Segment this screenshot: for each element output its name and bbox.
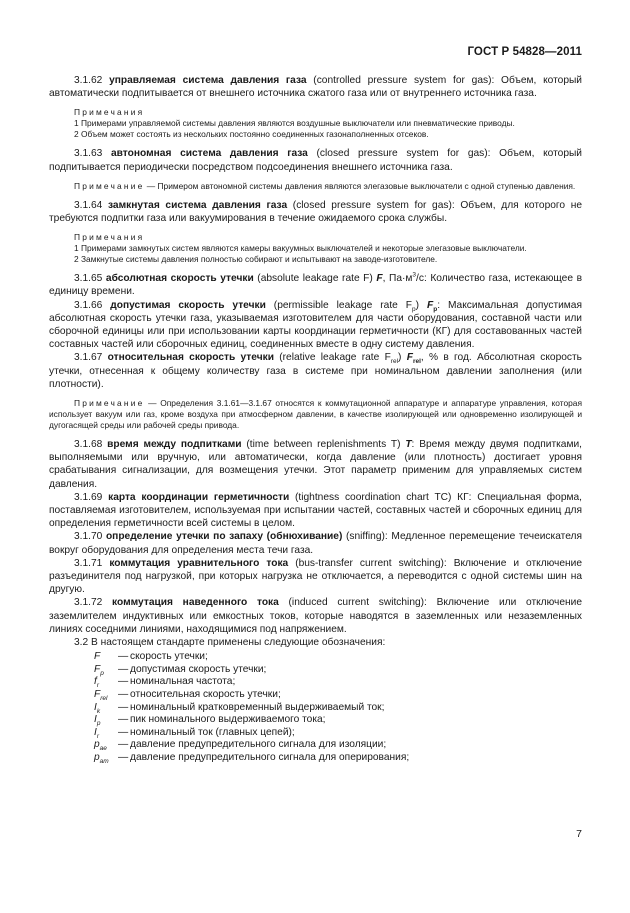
symbol-row [49, 726, 582, 739]
symbol-dash: — [118, 651, 129, 663]
notes-block-1 [49, 107, 582, 140]
term: замкнутая система давления газа [107, 199, 288, 211]
symbol-notation: F [94, 651, 101, 663]
symbol-dash: — [118, 714, 129, 726]
definition-3-1-66: 3.1.66 допустимая скорость утечки (permissible leakage rate $F_p$) $F_p$: Максимальная допустимая абсолютная скорость утечки газа, указываемая изготовителем для части оборудования, составной части или сборочной единицы или при использовании карты координации герметичности (КГ) для составованных частей составных частей или сборочных единиц, соединенных вместе в одну систему давления. [49, 299, 582, 351]
symbol-notation: $p_{ae}$ [94, 739, 107, 753]
symbol-row [49, 663, 582, 676]
symbol-notation: $F_{rel}$ [94, 689, 108, 703]
symbol-notation: $f_r$ [94, 676, 100, 690]
term: определение утечки по запаху (обнюхивание) [105, 531, 343, 543]
symbols-intro: 3.2 В настоящем стандарте применены следующие обозначения: [74, 637, 386, 649]
note-item: 1 Примерами замкнутых систем являются камеры вакуумных выключателей и некоторые элегазовые выключатели. [74, 243, 527, 254]
term: допустимая скорость утечки [110, 299, 266, 311]
definition-3-1-65: 3.1.65 абсолютная скорость утечки (absolute leakage rate F) F, $Па\cdot м^3/с$: Количество газа, истекающее в единицу времени. [49, 271, 583, 298]
symbol-row [49, 688, 582, 701]
symbol-row [49, 675, 582, 688]
note-item: 2 Замкнутые системы давления полностью собирают и испытывают на заводе-изготовителе. [74, 254, 438, 265]
note-block-2: Примечание — Примером автономной системы давления являются элегазовые выключатели с одной ступенью давления. [74, 180, 576, 191]
symbol-description: скорость утечки; [130, 651, 208, 663]
symbol-description: допустимая скорость утечки; [130, 663, 267, 675]
term: карта координации герметичности [108, 491, 290, 503]
page-header: ГОСТ Р 54828—2011 [467, 46, 582, 58]
definition-3-1-63: 3.1.63 автономная система давления газа (closed pressure system for gas): Объем, который подпитывается периодически посредством подсоединения внешнего источника газа. [49, 148, 583, 173]
symbol-notation: $F_p$ [94, 663, 104, 677]
symbol-row [49, 751, 582, 764]
symbol-description: пик номинального выдерживаемого тока; [130, 714, 326, 726]
symbol: F [406, 352, 413, 364]
definition-3-1-70: 3.1.70 определение утечки по запаху (обнюхивание) (sniffing): Медленное перемещение течеискателя вокруг оборудования для определения места течи газа. [49, 531, 582, 556]
symbol-dash: — [118, 663, 129, 675]
symbol-notation: $p_{am}$ [94, 752, 109, 766]
symbol-dash: — [118, 752, 129, 764]
symbol-row [49, 738, 582, 751]
term: время между подпитками [107, 439, 242, 451]
symbol-row [49, 650, 582, 663]
term: коммутация наведенного тока [112, 597, 279, 609]
term: управляемая система давления газа [109, 75, 307, 86]
symbol: F [426, 299, 434, 311]
symbol-description: относительная скорость утечки; [130, 689, 281, 701]
symbol-description: давление предупредительного сигнала для изоляции; [130, 739, 387, 751]
page-number: 7 [576, 828, 582, 840]
symbols-list [49, 650, 582, 766]
symbol-row [49, 701, 582, 714]
term: коммутация уравнительного тока [109, 557, 289, 569]
definition-3-1-64: 3.1.64 замкнутая система давления газа (closed pressure system for gas): Объем, для которого не требуются подпитки газа или вакуумирования в течение ожидаемого срока службы. [49, 199, 582, 225]
symbol-description: номинальный ток (главных цепей); [130, 726, 295, 738]
symbol-dash: — [118, 676, 129, 688]
symbol: F [376, 273, 383, 285]
definition-3-1-67: 3.1.67 относительная скорость утечки (relative leakage rate $F_{rel}$) $F_{rel}$, % в год. Абсолютная скорость утечки, отнесенная к общему количеству газа в системе при номинальном давлении заполнения (или плотности). [49, 352, 582, 390]
definition-3-1-62: 3.1.62 управляемая система давления газа (controlled pressure system for gas): Объем, который автоматически подпитывается от внешнего источника сжатого газа или от внутреннего источника газа. [49, 75, 582, 100]
note-item: 2 Объем может состоять из нескольких постоянно соединенных газонаполненных отсеков. [74, 129, 429, 140]
symbol-description: давление предупредительного сигнала для оперирования; [130, 752, 410, 764]
symbol-description: номинальная частота; [130, 676, 236, 688]
notes-block-3 [49, 232, 582, 265]
notes-heading: Примечания [74, 232, 145, 243]
definition-3-1-71: 3.1.71 коммутация уравнительного тока (bus-transfer current switching): Включение и отключение разъединителя под нагрузкой, при которых нагрузка не отключается, а переводится с одной системы шин на другую. [49, 557, 583, 596]
term: абсолютная скорость утечки [105, 273, 254, 285]
symbol-dash: — [118, 689, 129, 701]
symbol-notation: $I_r$ [94, 726, 100, 740]
symbol-dash: — [118, 701, 129, 713]
definition-3-1-69: 3.1.69 карта координации герметичности (tightness coordination chart TC) КГ: Специальная форма, поставляемая изготовителем, используемая при испытании частей, составных частей и сборочных единиц для определения герметичности всей системы в целом. [49, 491, 582, 530]
symbol-row [49, 713, 582, 726]
term: автономная система давления газа [111, 148, 308, 160]
note-item: 1 Примерами управляемой системы давления являются воздушные выключатели или пневматические приводы. [74, 118, 515, 129]
definition-3-1-72: 3.1.72 коммутация наведенного тока (induced current switching): Включение или отключение заземлителем индуктивных или емкостных токов, которые наводятся в заземленных или незаземленных линиях соседними линиями, находящимися под напряжением. [49, 597, 583, 635]
term: относительная скорость утечки [107, 352, 274, 364]
notes-heading: Примечания [74, 107, 145, 118]
note-block-4: Примечание — Определения 3.1.61—3.1.67 относятся к коммутационной аппаратуре и аппаратуре управления, которая использует вакуум или газ, кроме воздуха при атмосферном давлении, в качестве изолирующей или одновременно изолирующей и дугогасящей среды или рабочей среды привода. [49, 398, 582, 431]
page-content [49, 74, 582, 764]
note-heading: Примечание [74, 398, 145, 409]
symbol-description: номинальный кратковременный выдерживаемый ток; [130, 701, 385, 713]
symbol-dash: — [118, 726, 129, 738]
symbol: T [405, 439, 412, 451]
symbol-notation: $I_p$ [94, 714, 101, 728]
symbol-dash: — [118, 739, 129, 751]
definition-3-1-68: 3.1.68 время между подпитками (time between replenishments T) T: Время между двумя подпитками, выполняемыми или вручную, или автоматически, когда давление (или плотность) достигает уровня срабатывания сигнализации, для возмещения утечки. Этот параметр применим для управляемых систем давления. [49, 439, 582, 490]
symbol-notation: $I_k$ [94, 701, 101, 715]
note-heading: Примечание [74, 180, 145, 191]
